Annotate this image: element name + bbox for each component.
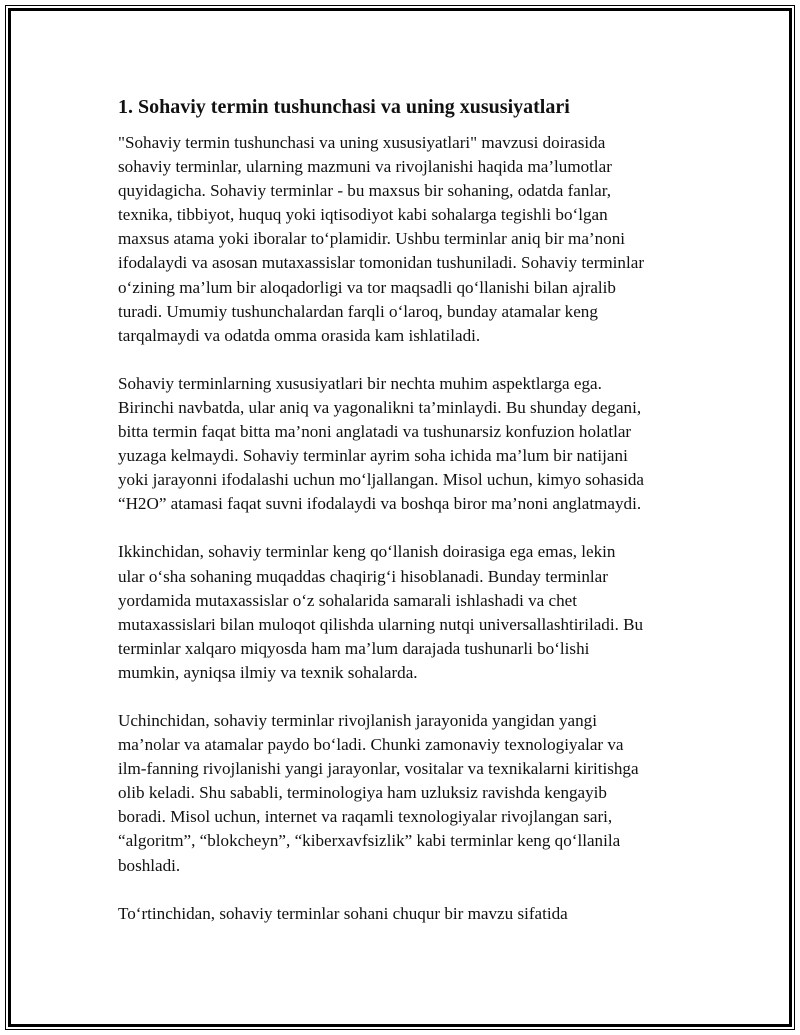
paragraph-3 xyxy=(118,540,698,685)
text-line: mutaxassislari bilan muloqot qilishda ularning nutqi universallashtiriladi. Bu xyxy=(118,614,644,634)
section-heading: 1. Sohaviy termin tushunchasi va uning xususiyatlari xyxy=(118,96,570,118)
text-line: quyidagicha. Sohaviy terminlar - bu maxsus bir sohaning, odatda fanlar, xyxy=(118,181,612,201)
text-line: ma’nolar va atamalar paydo bo‘ladi. Chunki zamonaviy texnologiyalar va xyxy=(118,735,624,755)
text-line: Uchinchidan, sohaviy terminlar rivojlanish jarayonida yangidan yangi xyxy=(118,710,597,730)
paragraph-4 xyxy=(118,709,698,878)
text-line: maxsus atama yoki iboralar to‘plamidir. Ushbu terminlar aniq bir ma’noni xyxy=(118,229,625,249)
text-line: turadi. Umumiy tushunchalardan farqli o‘laroq, bunday atamalar keng xyxy=(118,301,598,321)
text-line: ifodalaydi va asosan mutaxassislar tomonidan tushuniladi. Sohaviy terminlar xyxy=(118,253,645,273)
text-line: "Sohaviy termin tushunchasi va uning xususiyatlari" mavzusi doirasida xyxy=(118,133,606,152)
text-line: To‘rtinchidan, sohaviy terminlar sohani chuqur bir mavzu sifatida xyxy=(118,903,568,923)
text-line: “algoritm”, “blokcheyn”, “kiberxavfsizlik” kabi terminlar keng qo‘llanila xyxy=(118,831,621,851)
text-line: Ikkinchidan, sohaviy terminlar keng qo‘llanish doirasiga ega emas, lekin xyxy=(118,542,616,562)
text-line: mumkin, ayniqsa ilmiy va texnik sohalarda. xyxy=(118,662,418,682)
text-line: o‘zining ma’lum bir aloqadorligi va tor maqsadli qo‘llanishi bilan ajralib xyxy=(118,277,616,297)
text-line: ilm-fanning rivojlanishi yangi jarayonlar, vositalar va texnikalarni kiritishga xyxy=(118,759,639,779)
paragraph-2 xyxy=(118,372,698,517)
text-line: tarqalmaydi va odatda omma orasida kam ishlatiladi. xyxy=(118,325,481,345)
text-line: bitta termin faqat bitta ma’noni anglatadi va tushunarsiz konfuzion holatlar xyxy=(118,422,632,442)
paragraph-1 xyxy=(118,131,698,348)
text-line: sohaviy terminlar, ularning mazmuni va rivojlanishi haqida ma’lumotlar xyxy=(118,157,612,177)
text-line: boradi. Misol uchun, internet va raqamli texnologiyalar rivojlangan sari, xyxy=(118,807,613,827)
text-line: olib keladi. Shu sababli, terminologiya ham uzluksiz ravishda kengayib xyxy=(118,783,607,803)
document-body xyxy=(118,95,698,950)
text-line: ular o‘sha sohaning muqaddas chaqirig‘i hisoblanadi. Bunday terminlar xyxy=(118,566,608,586)
text-line: yuzaga kelmaydi. Sohaviy terminlar ayrim soha ichida ma’lum bir natijani xyxy=(118,446,628,466)
text-line: texnika, tibbiyot, huquq yoki iqtisodiyot kabi sohalarga tegishli bo‘lgan xyxy=(118,205,608,225)
text-line: Sohaviy terminlarning xususiyatlari bir nechta muhim aspektlarga ega. xyxy=(118,373,602,393)
text-line: terminlar xalqaro miqyosda ham ma’lum darajada tushunarli bo‘lishi xyxy=(118,638,590,658)
text-line: boshladi. xyxy=(118,855,181,875)
text-line: “H2O” atamasi faqat suvni ifodalaydi va boshqa biror ma’noni anglatmaydi. xyxy=(118,494,642,514)
paragraph-5 xyxy=(118,902,698,926)
text-line: yoki jarayonni ifodalashi uchun mo‘ljallangan. Misol uchun, kimyo sohasida xyxy=(118,470,645,490)
text-line: yordamida mutaxassislar o‘z sohalarida samarali ishlashadi va chet xyxy=(118,590,578,610)
text-line: Birinchi navbatda, ular aniq va yagonalikni ta’minlaydi. Bu shunday degani, xyxy=(118,397,642,417)
